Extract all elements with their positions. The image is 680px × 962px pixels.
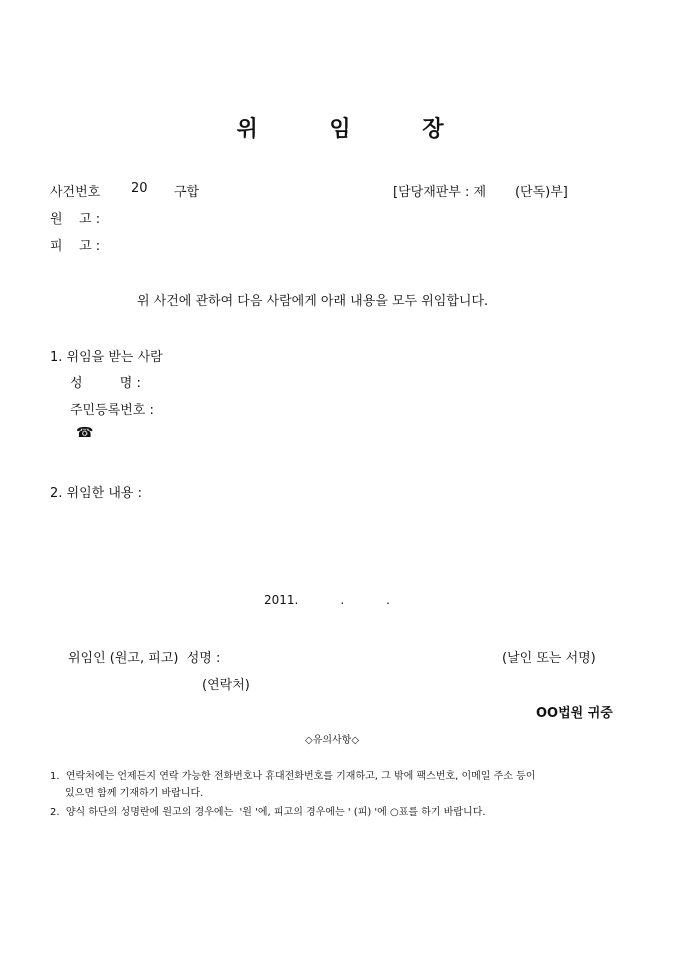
note-item-2: 2. 양식 하단의 성명란에 원고의 경우에는 '원 '에, 피고의 경우에는 ' (피) '에 ○표를 하기 바랍니다. — [50, 807, 486, 818]
phone-icon: ☎ — [76, 425, 94, 441]
court-addressee: OO법원 귀중 — [536, 706, 613, 721]
seal-or-signature: (날인 또는 서명) — [502, 651, 596, 666]
case-year: 20 — [131, 181, 148, 196]
contact-label: (연락처) — [202, 678, 250, 693]
date-line: 2011. . . — [264, 593, 390, 607]
defendant-label: 피 고 : — [50, 239, 101, 254]
section1-heading: 1. 위임을 받는 사람 — [50, 350, 163, 365]
delegator-label: 위임인 (원고, 피고) 성명 : — [68, 651, 221, 666]
note-item-1: 1. 연락처에는 언제든지 연락 가능한 전화번호나 휴대전화번호를 기재하고, 그 밖에 팩스번호, 이메일 주소 등이 — [50, 771, 536, 782]
document-title: 위 임 장 — [236, 117, 476, 142]
notes-heading: ◇유의사항◇ — [305, 735, 360, 746]
case-type: 구합 — [174, 185, 200, 200]
note-item-1-continued: 있으면 함께 기재하기 바랍니다. — [65, 788, 204, 799]
resident-number-label: 주민등록번호 : — [70, 403, 154, 418]
case-number-label: 사건번호 — [50, 185, 101, 200]
section2-heading: 2. 위임한 내용 : — [50, 486, 142, 501]
delegation-statement: 위 사건에 관하여 다음 사람에게 아래 내용을 모두 위임합니다. — [137, 294, 489, 309]
case-division: [담당재판부 : 제 (단독)부] — [393, 185, 568, 200]
plaintiff-label: 원 고 : — [50, 212, 101, 227]
name-label: 성 명 : — [70, 376, 141, 391]
